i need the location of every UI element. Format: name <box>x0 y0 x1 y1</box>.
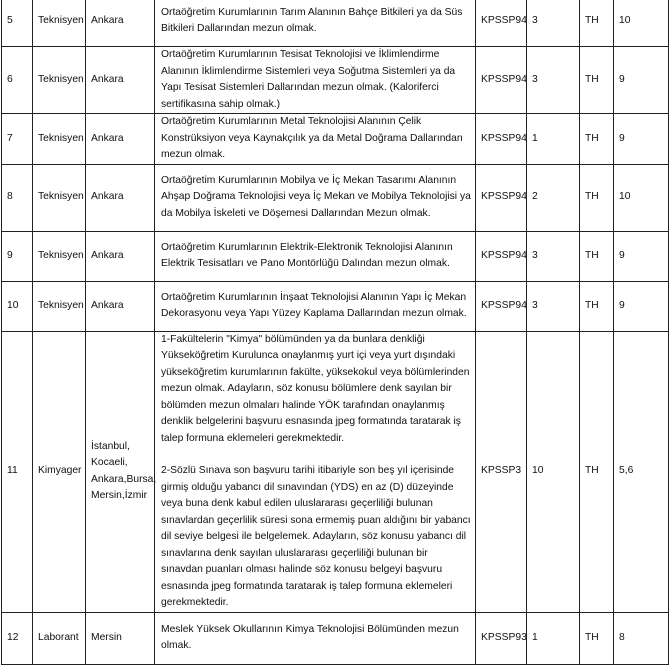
location: Ankara <box>91 249 124 261</box>
requirement-paragraph: Ortaöğretim Kurumlarının Tarım Alanının Bahçe Bitkileri ya da Süs Bitkileri Dallarından mezun olmak. <box>161 6 463 34</box>
kpss-code: KPSSP94 <box>476 114 527 165</box>
requirement-paragraph: Ortaöğretim Kurumlarının İnşaat Teknolojisi Alanının Yapı İç Mekan Dekorasyonu veya Yapı Yüzey Kaplama Dallarından mezun olmak. <box>161 291 467 319</box>
requirement-description <box>155 281 476 331</box>
status-code: TH <box>580 47 614 114</box>
table-row <box>2 281 669 331</box>
status-code: TH <box>580 164 614 231</box>
status-code: TH <box>580 331 614 612</box>
position-title: Teknisyen <box>33 164 86 231</box>
location-cell <box>86 0 155 47</box>
kpss-code: KPSSP94 <box>476 47 527 114</box>
table-row <box>2 47 669 114</box>
kpss-code: KPSSP94 <box>476 164 527 231</box>
location-cell <box>86 331 155 612</box>
location: Ankara <box>91 132 124 144</box>
row-number: 10 <box>2 281 33 331</box>
requirement-description <box>155 331 476 612</box>
row-number: 5 <box>2 0 33 47</box>
location: Ankara <box>91 299 124 311</box>
position-title: Laborant <box>33 612 86 664</box>
status-code: TH <box>580 0 614 47</box>
position-title: Teknisyen <box>33 47 86 114</box>
position-count: 1 <box>527 114 580 165</box>
location-cell <box>86 47 155 114</box>
reference-number: 5,6 <box>614 331 669 612</box>
position-title: Teknisyen <box>33 114 86 165</box>
reference-number: 10 <box>614 0 669 47</box>
requirement-description <box>155 231 476 281</box>
table-row <box>2 114 669 165</box>
requirement-paragraph: Ortaöğretim Kurumlarının Mobilya ve İç Mekan Tasarımı Alanının Ahşap Doğrama Teknolojisi veya İç Mekan ve Mobilya Teknolojisi ya da Mobilya İskeleti ve Döşemesi Dallarından Mezun olmak. <box>161 174 471 219</box>
location: Ankara <box>91 73 124 85</box>
table-row <box>2 612 669 664</box>
position-title: Teknisyen <box>33 231 86 281</box>
position-title: Kimyager <box>33 331 86 612</box>
location: İstanbul, <box>91 440 130 452</box>
position-count: 2 <box>527 164 580 231</box>
status-code: TH <box>580 612 614 664</box>
table-body <box>2 0 669 664</box>
position-title: Teknisyen <box>33 0 86 47</box>
row-number: 12 <box>2 612 33 664</box>
location: Mersin,İzmir <box>91 490 148 501</box>
requirement-description <box>155 114 476 165</box>
row-number: 8 <box>2 164 33 231</box>
requirement-description <box>155 612 476 664</box>
position-title: Teknisyen <box>33 281 86 331</box>
requirement-paragraph: Meslek Yüksek Okullarının Kimya Teknolojisi Bölümünden mezun olmak. <box>161 623 459 651</box>
location-cell <box>86 281 155 331</box>
location: Ankara,Bursa, <box>91 473 157 485</box>
requirement-paragraph: 1-Fakültelerin "Kimya" bölümünden ya da bunlara denkliği Yükseköğretim Kurulunca onaylanmış yurt içi veya yurt dışındaki yükseköğretim kurumlarının fakülte, yüksekokul veya bölümlerinden mezun olmak. Adayların, söz konusu bölümlere denk sayılan bir bölümden mezun olmaları halinde YÖK tarafından onaylanmış denklik belgelerini başvuru esnasında jpeg formatında taratarak iş talep formuna eklemeleri gerekmektedir. <box>161 333 470 444</box>
location-cell <box>86 612 155 664</box>
requirement-paragraph: Ortaöğretim Kurumlarının Elektrik-Elektronik Teknolojisi Alanının Elektrik Tesisatları ve Pano Montörlüğü Dalından mezun olmak. <box>161 241 453 269</box>
table-row <box>2 231 669 281</box>
reference-number: 9 <box>614 281 669 331</box>
requirement-description <box>155 164 476 231</box>
requirement-description <box>155 47 476 114</box>
position-count: 3 <box>527 231 580 281</box>
kpss-code: KPSSP94 <box>476 231 527 281</box>
requirement-paragraph: Ortaöğretim Kurumlarının Metal Teknolojisi Alanının Çelik Konstrüksiyon veya Kaynakçılık ya da Metal Doğrama Dallarından mezun olmak. <box>161 116 463 160</box>
table-row <box>2 0 669 47</box>
reference-number: 8 <box>614 612 669 664</box>
row-number: 9 <box>2 231 33 281</box>
table-row <box>2 164 669 231</box>
position-count: 3 <box>527 281 580 331</box>
status-code: TH <box>580 231 614 281</box>
requirement-paragraph: Ortaöğretim Kurumlarının Tesisat Teknolojisi ve İklimlendirme Alanının İklimlendirme Sistemleri veya Soğutma Sistemleri ya da Yapı Tesisat Sistemleri Dallarından mezun olmak. (Kaloriferci sertifikasına sahip olmak.) <box>161 49 456 110</box>
location: Kocaeli, <box>91 457 128 468</box>
location: Mersin <box>91 631 122 643</box>
position-count: 10 <box>527 331 580 612</box>
status-code: TH <box>580 281 614 331</box>
table-row <box>2 331 669 612</box>
location: Ankara <box>91 191 124 203</box>
reference-number: 9 <box>614 47 669 114</box>
kpss-code: KPSSP93 <box>476 612 527 664</box>
kpss-code: KPSSP3 <box>476 331 527 612</box>
position-count: 1 <box>527 612 580 664</box>
job-positions-table <box>1 0 669 665</box>
position-count: 3 <box>527 47 580 114</box>
location-cell <box>86 231 155 281</box>
reference-number: 9 <box>614 114 669 165</box>
kpss-code: KPSSP94 <box>476 281 527 331</box>
location-cell <box>86 114 155 165</box>
reference-number: 10 <box>614 164 669 231</box>
reference-number: 9 <box>614 231 669 281</box>
location: Ankara <box>91 14 124 26</box>
row-number: 7 <box>2 114 33 165</box>
requirement-paragraph: 2-Sözlü Sınava son başvuru tarihi itibariyle son beş yıl içerisinde girmiş olduğu yabancı dil sınavından (YDS) en az (D) düzeyinde veya buna denk kabul edilen uluslararası geçerliliği bulunan sınavlardan geçerlilik süresi sona ermemiş puan aldığını bir yabancı dil seviye belgesi ile belgelemek. Adayların, söz konusu yabancı dil sınavlarına denk sayılan uluslararası geçerliliği bulunan bir sınavdan puanları olması halinde söz konusu belgeyi başvuru esnasında jpeg formatında taratarak iş talep formuna eklemeleri gerekmektedir. <box>161 465 471 608</box>
requirement-description <box>155 0 476 47</box>
location-cell <box>86 164 155 231</box>
status-code: TH <box>580 114 614 165</box>
position-count: 3 <box>527 0 580 47</box>
row-number: 11 <box>2 331 33 612</box>
kpss-code: KPSSP94 <box>476 0 527 47</box>
row-number: 6 <box>2 47 33 114</box>
